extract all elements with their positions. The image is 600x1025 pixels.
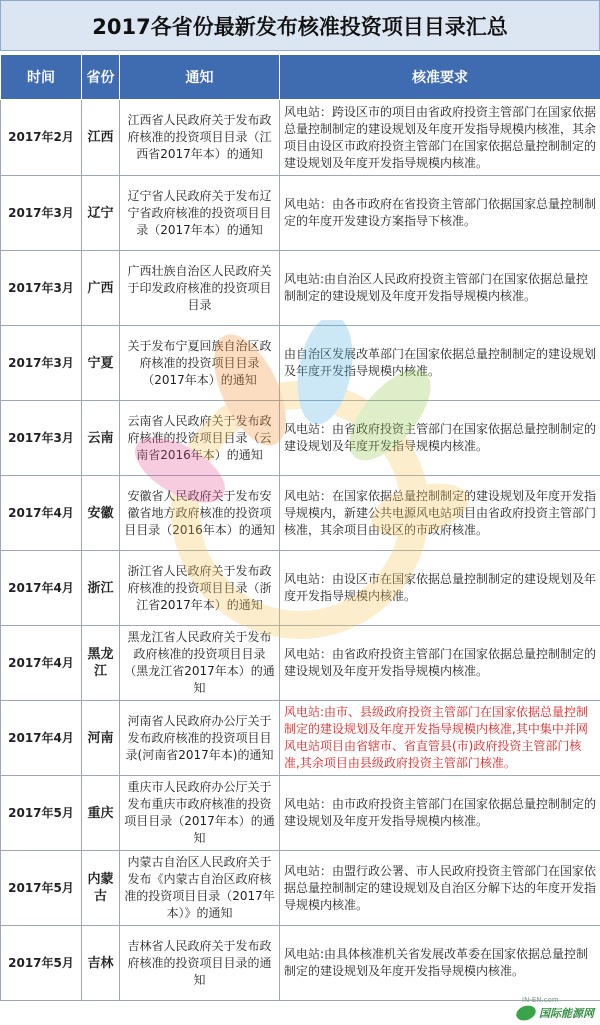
row-time: 2017年4月 [1, 476, 82, 551]
row-time: 2017年4月 [1, 626, 82, 701]
table-row [1, 476, 600, 551]
header-requirement: 核准要求 [280, 55, 600, 100]
row-requirement: 由自治区发展改革部门在国家依据总量控制制定的建设规划及年度开发指导规模内核准。 [280, 326, 600, 401]
table-row [1, 176, 600, 251]
table-row [1, 251, 600, 326]
row-requirement: 风电站：由省政府投资主管部门在国家依据总量控制制定的建设规划及年度开发指导规模内核准。 [280, 401, 600, 476]
row-requirement: 风电站:由具体核准机关省发展改革委在国家依据总量控制制定的建设规划及年度开发指导规模内核准。 [280, 926, 600, 1001]
row-notice: 广西壮族自治区人民政府关于印发政府核准的投资项目目录 [120, 251, 280, 326]
row-province: 云南 [82, 401, 120, 476]
row-time: 2017年4月 [1, 701, 82, 776]
row-time: 2017年5月 [1, 851, 82, 926]
row-notice: 河南省人民政府办公厅关于发布政府核准的投资项目目录(河南省2017年本)的通知 [120, 701, 280, 776]
site-logo [516, 996, 594, 1021]
row-requirement: 风电站：由省政府投资主管部门在国家依据总量控制制定的建设规划及年度开发指导规模内核准。 [280, 626, 600, 701]
table-row [1, 701, 600, 776]
row-time: 2017年5月 [1, 926, 82, 1001]
row-notice: 浙江省人民政府关于发布政府核准的投资项目目录（浙江省2017年本）的通知 [120, 551, 280, 626]
row-province: 辽宁 [82, 176, 120, 251]
row-time: 2017年5月 [1, 776, 82, 851]
row-requirement: 风电站：由盟行政公署、市人民政府投资主管部门在国家依据总量控制制定的建设规划及自治区分解下达的年度开发指导规模内核准。 [280, 851, 600, 926]
logo-domain: IN-EN.com [522, 996, 559, 1004]
table-header-row [1, 55, 600, 100]
row-time: 2017年4月 [1, 551, 82, 626]
row-province: 重庆 [82, 776, 120, 851]
row-notice: 云南省人民政府关于发布政府核准的投资项目目录（云南省2016年本）的通知 [120, 401, 280, 476]
approval-table [0, 54, 600, 1001]
table-row [1, 401, 600, 476]
row-notice: 内蒙古自治区人民政府关于发布《内蒙古自治区政府核准的投资项目目录（2017年本）》的通知 [120, 851, 280, 926]
row-notice: 关于发布宁夏回族自治区政府核准的投资项目目录（2017年本）的通知 [120, 326, 280, 401]
table-row [1, 551, 600, 626]
table-row [1, 626, 600, 701]
row-requirement: 风电站:由市、县级政府投资主管部门在国家依据总量控制制定的建设规划及年度开发指导规模内核准,其中集中并网风电站项目由省辖市、省直管县(市)政府投资主管部门核准,其余项目由县级政府投资主管部门核准。 [280, 701, 600, 776]
table-row [1, 776, 600, 851]
row-requirement: 风电站：在国家依据总量控制制定的建设规划及年度开发指导规模内，新建公共电源风电站项目由省政府投资主管部门核准，其余项目由设区的市政府核准。 [280, 476, 600, 551]
row-province: 黑龙江 [82, 626, 120, 701]
row-province: 吉林 [82, 926, 120, 1001]
row-province: 江西 [82, 100, 120, 176]
logo-brand: 国际能源网 [539, 1007, 594, 1020]
row-requirement: 风电站：由市政府投资主管部门在国家依据总量控制制定的建设规划及年度开发指导规模内核准。 [280, 776, 600, 851]
row-province: 内蒙古 [82, 851, 120, 926]
row-notice: 黑龙江省人民政府关于发布政府核准的投资项目目录（黑龙江省2017年本）的通知 [120, 626, 280, 701]
leaf-icon [514, 1003, 538, 1023]
row-time: 2017年3月 [1, 326, 82, 401]
row-province: 宁夏 [82, 326, 120, 401]
row-time: 2017年3月 [1, 401, 82, 476]
row-time: 2017年3月 [1, 251, 82, 326]
table-row [1, 100, 600, 176]
row-province: 广西 [82, 251, 120, 326]
table-row [1, 851, 600, 926]
row-notice: 重庆市人民政府办公厅关于发布重庆市政府核准的投资项目目录（2017年本）的通知 [120, 776, 280, 851]
row-province: 安徽 [82, 476, 120, 551]
row-province: 河南 [82, 701, 120, 776]
header-time: 时间 [1, 55, 82, 100]
page-title: 2017各省份最新发布核准投资项目目录汇总 [0, 0, 600, 51]
row-notice: 安徽省人民政府关于发布安徽省地方政府核准的投资项目目录（2016年本）的通知 [120, 476, 280, 551]
row-requirement: 风电站:由自治区人民政府投资主管部门在国家依据总量控制制定的建设规划及年度开发指导规模内核准。 [280, 251, 600, 326]
row-time: 2017年2月 [1, 100, 82, 176]
table-row [1, 326, 600, 401]
row-time: 2017年3月 [1, 176, 82, 251]
row-requirement: 风电站：由各市政府在省投资主管部门依据国家总量控制制定的年度开发建设方案指导下核准。 [280, 176, 600, 251]
row-notice: 辽宁省人民政府关于发布辽宁省政府核准的投资项目目录（2017年本）的通知 [120, 176, 280, 251]
header-notice: 通知 [120, 55, 280, 100]
row-province: 浙江 [82, 551, 120, 626]
header-province: 省份 [82, 55, 120, 100]
row-requirement: 风电站：跨设区市的项目由省政府投资主管部门在国家依据总量控制制定的建设规划及年度开发指导规模内核准，其余项目由设区市政府投资主管部门在国家依据总量控制制定的建设规划及年度开发指导规模内核准。 [280, 100, 600, 176]
row-notice: 吉林省人民政府关于发布政府核准的投资项目目录的通知 [120, 926, 280, 1001]
row-requirement: 风电站：由设区市在国家依据总量控制制定的建设规划及年度开发指导规模内核准。 [280, 551, 600, 626]
table-row [1, 926, 600, 1001]
row-notice: 江西省人民政府关于发布政府核准的投资项目目录（江西省2017年本）的通知 [120, 100, 280, 176]
